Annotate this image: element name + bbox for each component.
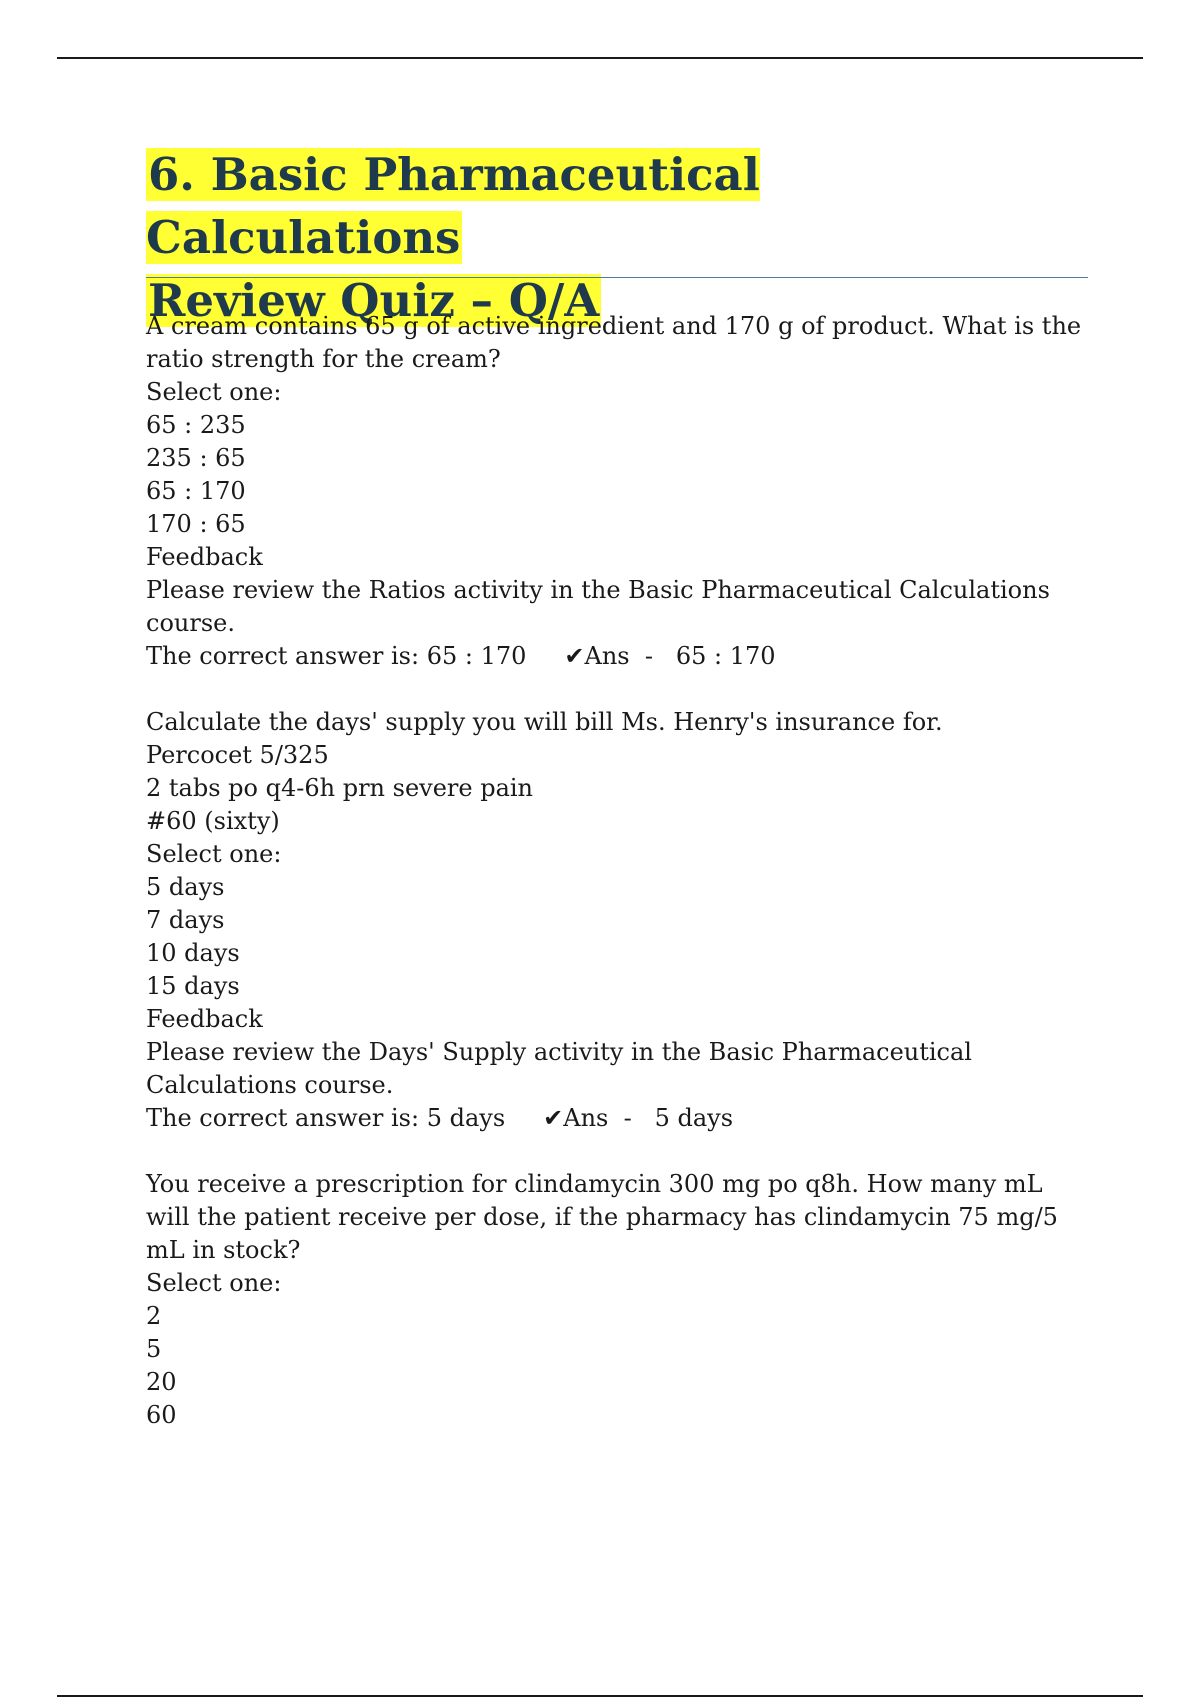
question-prompt: Calculate the days' supply you will bill Ms. Henry's insurance for. (146, 708, 943, 736)
footer-rule (57, 1695, 1143, 1697)
title-line-2: Review Quiz – Q/A (148, 274, 600, 327)
document-title (146, 143, 1086, 332)
title-line-1: 6. Basic Pharmaceutical Calculations (146, 148, 760, 264)
title-underline (146, 277, 1088, 278)
answer-option: 65 : 235 (146, 411, 246, 439)
prescription-detail: #60 (sixty) (146, 807, 280, 835)
question-1 (146, 310, 1086, 673)
answer-option: 60 (146, 1401, 177, 1429)
prescription-detail: 2 tabs po q4-6h prn severe pain (146, 774, 534, 802)
feedback-text: Please review the Ratios activity in the Basic Pharmaceutical Calculations course. (146, 576, 1050, 637)
question-prompt: You receive a prescription for clindamycin 300 mg po q8h. How many mL will the patient receive per dose, if the pharmacy has clindamycin 75 mg/5 mL in stock? (146, 1170, 1058, 1264)
answer-option: 20 (146, 1368, 177, 1396)
correct-answer: The correct answer is: 65 : 170 (146, 642, 527, 670)
header-rule (57, 57, 1143, 59)
question-2 (146, 706, 1086, 1135)
answer-option: 7 days (146, 906, 225, 934)
answer-option: 5 (146, 1335, 162, 1363)
correct-answer-row (146, 1102, 1086, 1135)
answer-mark: ✔Ans - 5 days (543, 1104, 734, 1132)
feedback-label: Feedback (146, 1005, 263, 1033)
select-label: Select one: (146, 1269, 282, 1297)
question-3 (146, 1168, 1086, 1432)
answer-option: 235 : 65 (146, 444, 246, 472)
correct-answer: The correct answer is: 5 days (146, 1104, 506, 1132)
answer-option: 15 days (146, 972, 240, 1000)
prescription-detail: Percocet 5/325 (146, 741, 329, 769)
answer-option: 10 days (146, 939, 240, 967)
question-prompt: A cream contains 65 g of active ingredient and 170 g of product. What is the ratio strength for the cream? (146, 312, 1082, 373)
select-label: Select one: (146, 378, 282, 406)
correct-answer-row (146, 640, 1086, 673)
answer-option: 2 (146, 1302, 162, 1330)
feedback-text: Please review the Days' Supply activity in the Basic Pharmaceutical Calculations course. (146, 1038, 972, 1099)
answer-mark: ✔Ans - 65 : 170 (564, 642, 776, 670)
answer-option: 170 : 65 (146, 510, 246, 538)
quiz-content (146, 310, 1086, 1465)
answer-option: 5 days (146, 873, 225, 901)
select-label: Select one: (146, 840, 282, 868)
answer-option: 65 : 170 (146, 477, 246, 505)
feedback-label: Feedback (146, 543, 263, 571)
